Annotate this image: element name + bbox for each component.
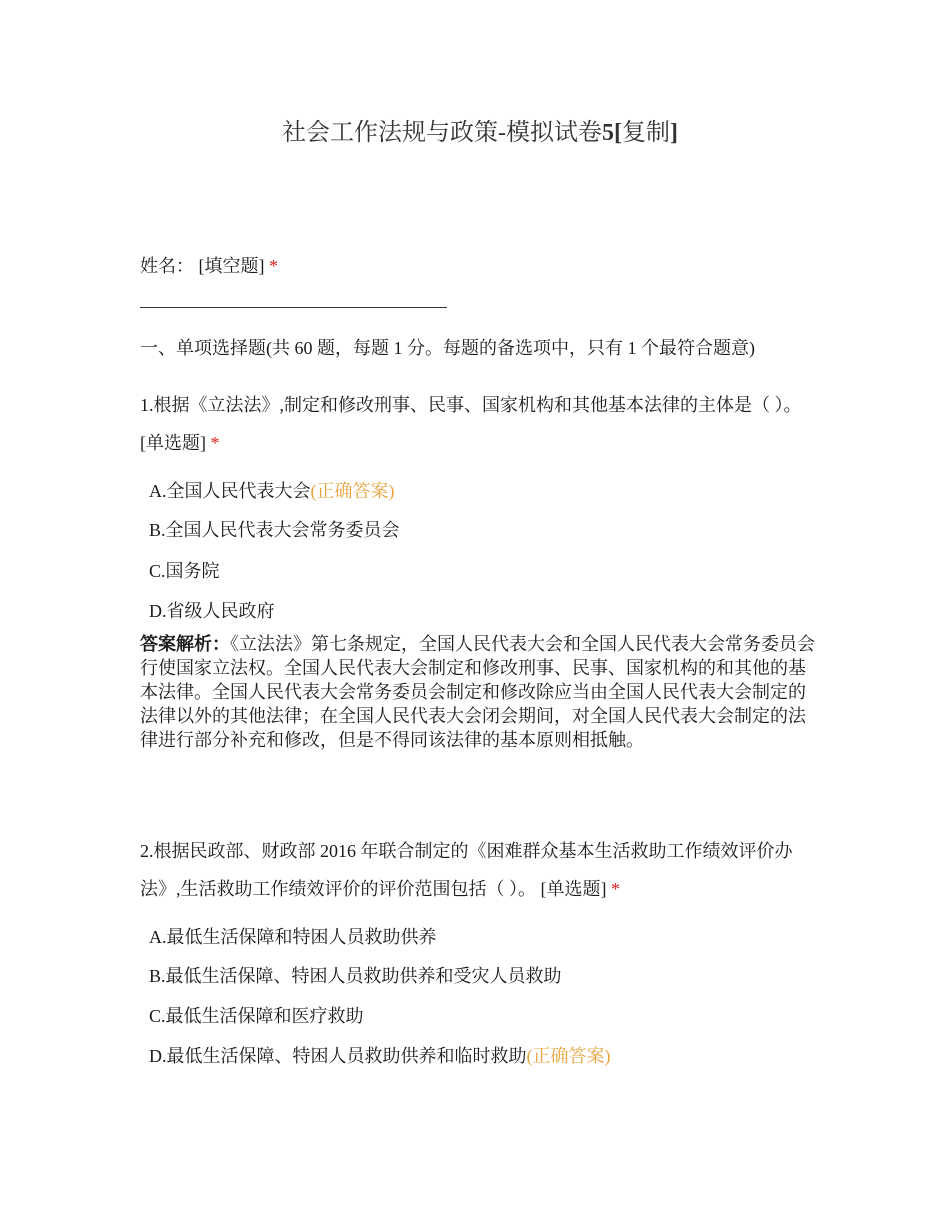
page-title: 社会工作法规与政策-模拟试卷5[复制] bbox=[282, 120, 678, 146]
option-d[interactable]: D.省级人民政府 bbox=[149, 601, 275, 621]
question-2 bbox=[140, 832, 810, 908]
required-mark: * bbox=[269, 256, 278, 276]
question-text: 2.根据民政部、财政部 2016 年联合制定的《困难群众基本生活救助工作绩效评价办法》,生活救助工作绩效评价的评价范围包括（ ）。 bbox=[140, 841, 793, 899]
answer-analysis bbox=[140, 632, 815, 752]
option-b[interactable]: B.最低生活保障、特困人员救助供养和受灾人员救助 bbox=[149, 966, 562, 986]
correct-answer-tag: (正确答案) bbox=[310, 481, 395, 501]
question-type: [填空题] bbox=[198, 256, 265, 276]
required-mark: * bbox=[210, 433, 220, 453]
analysis-label: 答案解析： bbox=[140, 634, 230, 654]
required-mark: * bbox=[611, 879, 620, 899]
name-input-line[interactable] bbox=[140, 307, 447, 308]
section-header: 一、单项选择题(共 60 题，每题 1 分。每题的备选项中，只有 1 个最符合题意) bbox=[140, 338, 755, 358]
name-label: 姓名： bbox=[140, 256, 194, 276]
analysis-text: 《立法法》第七条规定，全国人民代表大会和全国人民代表大会常务委员会行使国家立法权。全国人民代表大会制定和修改刑事、民事、国家机构的和其他的基本法律。全国人民代表大会常务委员会制定和修改除应当由全国人民代表大会制定的法律以外的其他法律；在全国人民代表大会闭会期间，对全国人民代表大会制定的法律进行部分补充和修改，但是不得同该法律的基本原则相抵触。 bbox=[140, 634, 815, 750]
option-a[interactable]: A.全国人民代表大会(正确答案) bbox=[149, 481, 395, 501]
option-c[interactable]: C.最低生活保障和医疗救助 bbox=[149, 1006, 364, 1026]
option-d[interactable]: D.最低生活保障、特困人员救助供养和临时救助(正确答案) bbox=[149, 1046, 611, 1066]
option-b[interactable]: B.全国人民代表大会常务委员会 bbox=[149, 520, 400, 540]
option-c[interactable]: C.国务院 bbox=[149, 561, 220, 581]
question-type: [单选题] bbox=[140, 433, 206, 453]
question-type: [单选题] bbox=[540, 879, 607, 899]
correct-answer-tag: (正确答案) bbox=[526, 1046, 611, 1066]
option-a[interactable]: A.最低生活保障和特困人员救助供养 bbox=[149, 927, 437, 947]
question-1 bbox=[140, 386, 810, 462]
question-text: 1.根据《立法法》,制定和修改刑事、民事、国家机构和其他基本法律的主体是（ ）。 bbox=[140, 395, 802, 415]
name-question bbox=[140, 252, 278, 278]
